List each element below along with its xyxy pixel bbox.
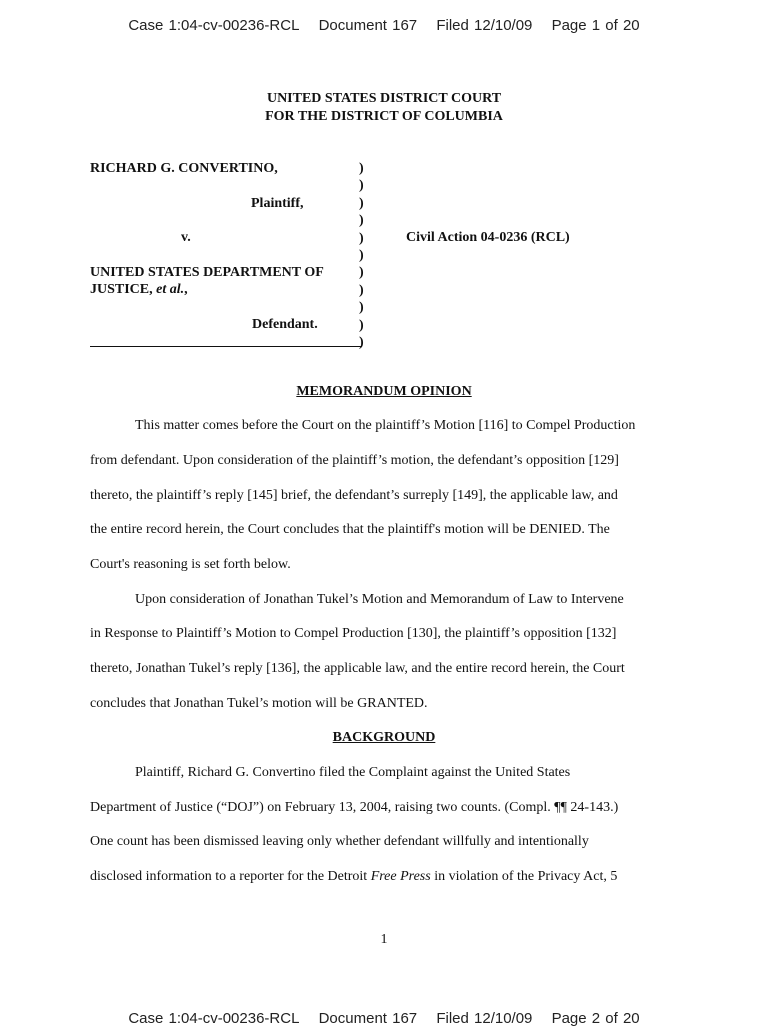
document-number: Document 167 bbox=[318, 1010, 418, 1027]
paren: ) bbox=[359, 317, 364, 333]
paragraph-line: Department of Justice (“DOJ”) on February 13, 2004, raising two counts. (Compl. ¶¶ 24-143.) bbox=[90, 800, 619, 815]
paragraph-line: in Response to Plaintiff’s Motion to Compel Production [130], the plaintiff’s opposition [132] bbox=[90, 626, 617, 641]
caption-rule bbox=[90, 346, 362, 347]
paragraph-line: thereto, the plaintiff’s reply [145] brief, the defendant’s surreply [149], the applicable law, and bbox=[90, 488, 618, 503]
paragraph-line bbox=[90, 869, 690, 885]
paragraph-line: Court's reasoning is set forth below. bbox=[90, 557, 291, 572]
court-title bbox=[0, 90, 768, 126]
paren: ) bbox=[359, 195, 364, 211]
paragraph-line: Upon consideration of Jonathan Tukel’s Motion and Memorandum of Law to Intervene bbox=[135, 592, 624, 607]
next-page-header bbox=[0, 1010, 768, 1027]
paragraph-line: thereto, Jonathan Tukel’s reply [136], the applicable law, and the entire record herein, the Court bbox=[90, 661, 625, 676]
court-title-line2: FOR THE DISTRICT OF COLUMBIA bbox=[265, 109, 503, 124]
court-title-line1: UNITED STATES DISTRICT COURT bbox=[266, 91, 502, 106]
background-title: BACKGROUND bbox=[332, 730, 436, 745]
defendant-name-line1: UNITED STATES DEPARTMENT OF bbox=[90, 265, 324, 280]
page-indicator: Page 1 of 20 bbox=[551, 17, 640, 34]
defendant-name bbox=[90, 264, 324, 298]
paragraph-line: concludes that Jonathan Tukel’s motion will be GRANTED. bbox=[90, 696, 428, 711]
paren: ) bbox=[359, 230, 364, 246]
paren: ) bbox=[359, 334, 364, 350]
plaintiff-name: RICHARD G. CONVERTINO, bbox=[90, 161, 278, 176]
opinion-title: MEMORANDUM OPINION bbox=[296, 384, 472, 399]
paragraph-line: the entire record herein, the Court concludes that the plaintiff's motion will be DENIED. The bbox=[90, 522, 610, 537]
defendant-etal: et al. bbox=[156, 282, 185, 297]
filed-date: Filed 12/10/09 bbox=[436, 17, 533, 34]
case-number: Case 1:04-cv-00236-RCL bbox=[128, 17, 300, 34]
page-header bbox=[0, 17, 768, 34]
plaintiff-role: Plaintiff, bbox=[251, 196, 304, 211]
versus-label: v. bbox=[181, 230, 191, 245]
paren: ) bbox=[359, 282, 364, 298]
defendant-name-line2 bbox=[90, 281, 324, 298]
page-number: 1 bbox=[380, 932, 388, 947]
page-indicator: Page 2 of 20 bbox=[551, 1010, 640, 1027]
paragraph-line: This matter comes before the Court on the plaintiff’s Motion [116] to Compel Production bbox=[135, 418, 636, 433]
paragraph-line: from defendant. Upon consideration of the plaintiff’s motion, the defendant’s opposition [129] bbox=[90, 453, 619, 468]
paragraph-line: One count has been dismissed leaving only whether defendant willfully and intentionally bbox=[90, 834, 589, 849]
newspaper-name: Free Press bbox=[370, 869, 431, 884]
defendant-justice: JUSTICE, bbox=[90, 282, 153, 297]
civil-action-number: Civil Action 04-0236 (RCL) bbox=[406, 230, 570, 245]
line-text: in violation of the Privacy Act, 5 bbox=[430, 869, 618, 884]
paragraph-line: Plaintiff, Richard G. Convertino filed the Complaint against the United States bbox=[135, 765, 571, 780]
paren: ) bbox=[359, 178, 364, 194]
paren: ) bbox=[359, 213, 364, 229]
paren: ) bbox=[359, 161, 364, 176]
paren: ) bbox=[359, 265, 364, 281]
defendant-role: Defendant. bbox=[252, 317, 318, 332]
line-text: disclosed information to a reporter for the Detroit bbox=[90, 869, 371, 884]
document-number: Document 167 bbox=[318, 17, 418, 34]
paren: ) bbox=[359, 300, 364, 316]
caption-parentheses bbox=[359, 160, 364, 351]
paren: ) bbox=[359, 247, 364, 263]
case-number: Case 1:04-cv-00236-RCL bbox=[128, 1010, 300, 1027]
filed-date: Filed 12/10/09 bbox=[436, 1010, 533, 1027]
defendant-comma: , bbox=[184, 282, 188, 297]
